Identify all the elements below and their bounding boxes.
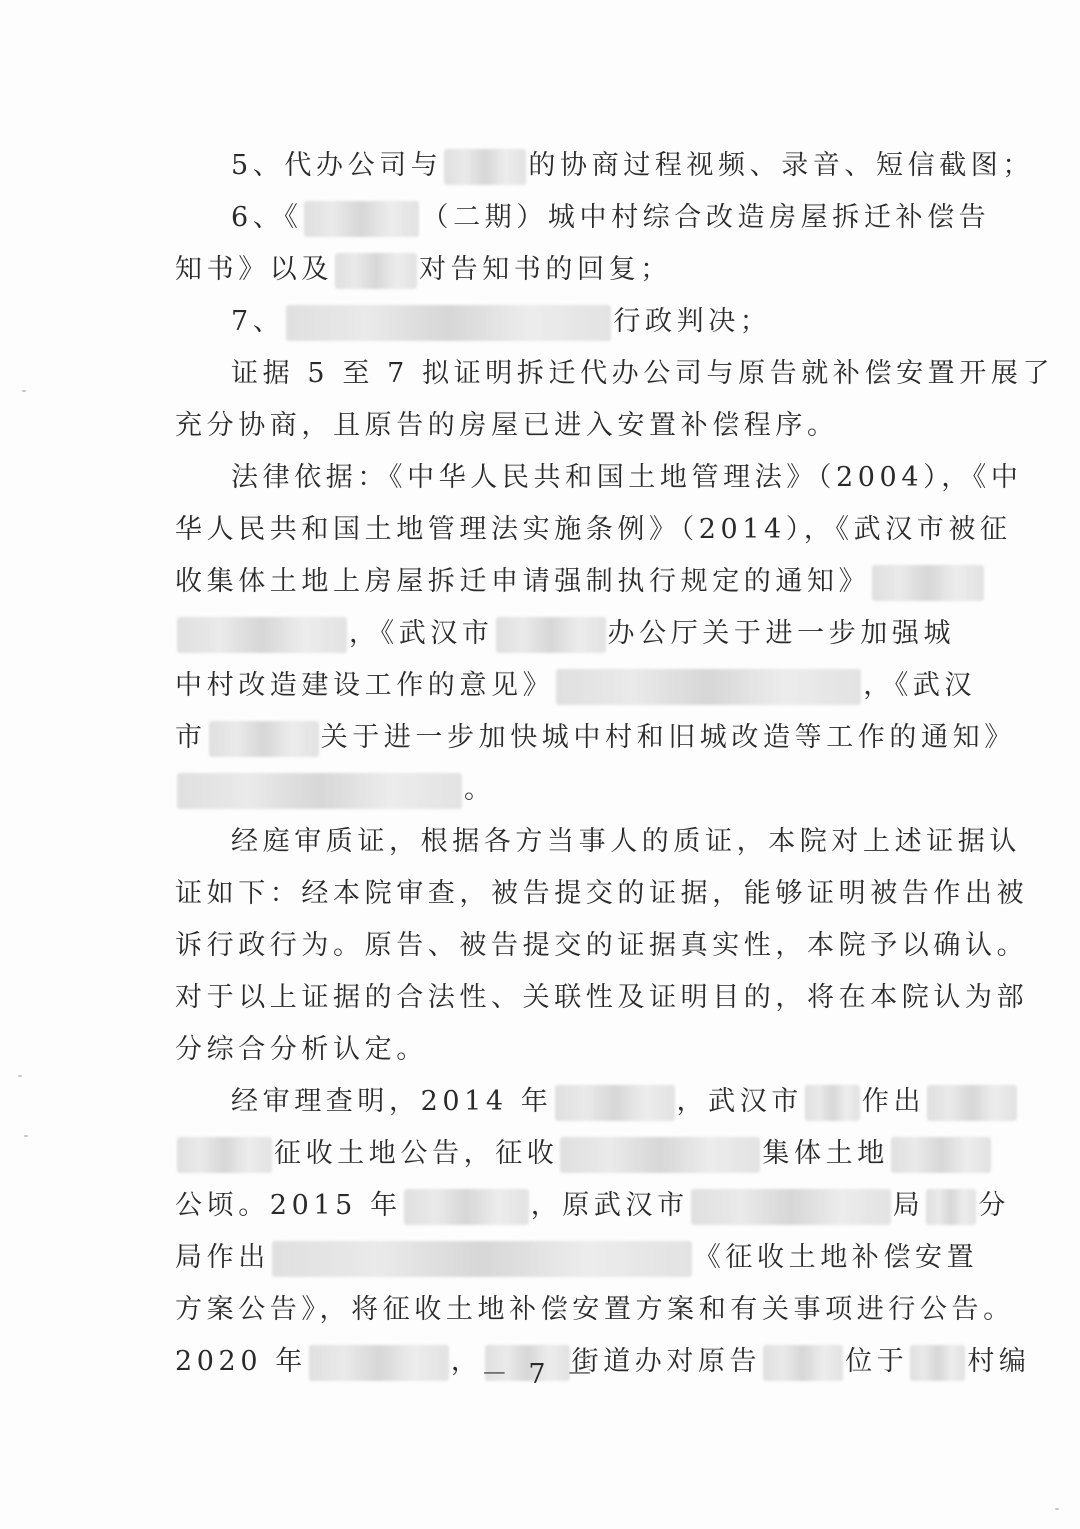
redacted-text — [209, 721, 319, 757]
text-segment: 5、代办公司与 — [231, 150, 443, 181]
text-segment: 行政判决； — [613, 306, 772, 337]
text-segment: 《征收土地补偿安置 — [693, 1242, 979, 1273]
redacted-text — [444, 149, 526, 185]
text-line — [175, 504, 1012, 556]
text-line — [175, 140, 1034, 192]
redacted-text — [891, 1137, 991, 1173]
text-line — [175, 244, 960, 296]
text-line — [175, 712, 1016, 764]
text-line — [175, 296, 960, 348]
text-segment: 办公厅关于进一步加强城 — [607, 618, 956, 649]
text-line — [175, 868, 1029, 920]
text-segment: 分综合分析认定。 — [175, 1034, 428, 1065]
text-line — [175, 972, 1029, 1024]
text-segment: 关于进一步加快城中村和旧城改造等工作的通知》 — [320, 722, 1016, 753]
text-segment: 华人民共和国土地管理法实施条例》（2014），《武汉市被征 — [175, 514, 1012, 545]
text-line — [175, 1232, 979, 1284]
redacted-text — [177, 617, 347, 653]
text-line — [175, 192, 991, 244]
text-segment: 知书》以及 — [175, 254, 333, 285]
redacted-text — [304, 201, 419, 237]
redacted-text — [335, 253, 417, 289]
text-segment: ，《武汉 — [863, 670, 977, 701]
redacted-text — [927, 1085, 1017, 1121]
redacted-text — [805, 1085, 860, 1121]
redacted-text — [555, 1085, 675, 1121]
text-line — [175, 608, 960, 660]
text-segment: 街道办对原告 — [571, 1346, 762, 1377]
text-segment: 经庭审质证，根据各方当事人的质证，本院对上述证据认 — [231, 826, 1021, 857]
text-line — [175, 1180, 1010, 1232]
redacted-text — [177, 1137, 272, 1173]
redacted-text — [872, 565, 984, 601]
text-line — [175, 764, 960, 816]
text-segment: ， — [450, 1346, 483, 1377]
text-segment: 2020 年 — [175, 1346, 307, 1377]
redacted-text — [556, 669, 861, 705]
text-segment: 7、 — [231, 306, 285, 337]
text-line — [175, 660, 977, 712]
text-segment: 证如下：经本院审查，被告提交的证据，能够证明被告作出被 — [175, 878, 1029, 909]
text-segment: 6、《 — [231, 202, 303, 233]
redacted-text — [177, 773, 462, 809]
text-segment: 公顷。2015 年 — [175, 1190, 402, 1221]
redacted-text — [404, 1189, 529, 1225]
redacted-text — [272, 1241, 692, 1277]
text-line — [175, 816, 1021, 868]
text-line — [175, 348, 1055, 400]
text-line — [175, 920, 1029, 972]
text-segment: 。 — [464, 774, 496, 805]
text-segment: 经审理查明，2014 年 — [231, 1086, 553, 1117]
text-segment: 村编 — [967, 1346, 1031, 1377]
text-segment: 位于 — [845, 1346, 909, 1377]
scan-speck — [24, 1135, 28, 1137]
text-line — [175, 1024, 960, 1076]
text-line — [175, 556, 960, 608]
text-segment: 局 — [892, 1190, 925, 1221]
redacted-text — [926, 1189, 976, 1225]
text-segment: 市 — [175, 722, 207, 753]
page-number: － 7 － — [480, 1359, 600, 1390]
text-segment: ，《武汉市 — [349, 618, 494, 649]
scan-speck — [1055, 1508, 1059, 1510]
text-segment: 法律依据：《中华人民共和国土地管理法》（2004），《中 — [231, 462, 1023, 493]
text-segment: 收集体土地上房屋拆迁申请强制执行规定的通知》 — [175, 566, 871, 597]
text-line — [175, 1128, 960, 1180]
text-line — [175, 400, 960, 452]
text-segment: 作出 — [861, 1086, 926, 1117]
redacted-text — [286, 305, 611, 341]
redacted-text — [496, 617, 606, 653]
text-segment: （二期）城中村综合改造房屋拆迁补偿告 — [421, 202, 991, 233]
text-segment: 对于以上证据的合法性、关联性及证明目的，将在本院认为部 — [175, 982, 1029, 1013]
scan-speck — [18, 1075, 22, 1077]
text-segment: 方案公告》，将征收土地补偿安置方案和有关事项进行公告。 — [175, 1294, 1015, 1325]
text-line — [175, 1284, 1015, 1336]
text-segment: 集体土地 — [762, 1138, 889, 1169]
text-segment: 征收土地公告，征收 — [274, 1138, 559, 1169]
text-segment: 证据 5 至 7 拟证明拆迁代办公司与原告就补偿安置开展了 — [231, 358, 1055, 389]
text-segment: 诉行政行为。原告、被告提交的证据真实性，本院予以确认。 — [175, 930, 1029, 961]
scan-speck — [22, 390, 26, 392]
text-segment: ，原武汉市 — [530, 1190, 689, 1221]
text-segment: 局作出 — [175, 1242, 270, 1273]
text-segment: 中村改造建设工作的意见》 — [175, 670, 555, 701]
redacted-text — [560, 1137, 760, 1173]
redacted-text — [691, 1189, 891, 1225]
text-line — [175, 1076, 960, 1128]
text-segment: 充分协商，且原告的房屋已进入安置补偿程序。 — [175, 410, 839, 441]
text-segment: 对告知书的回复； — [419, 254, 672, 285]
text-segment: 分 — [978, 1190, 1010, 1221]
text-line — [175, 452, 1023, 504]
text-segment: 的协商过程视频、录音、短信截图； — [528, 150, 1034, 181]
text-segment: ，武汉市 — [676, 1086, 803, 1117]
